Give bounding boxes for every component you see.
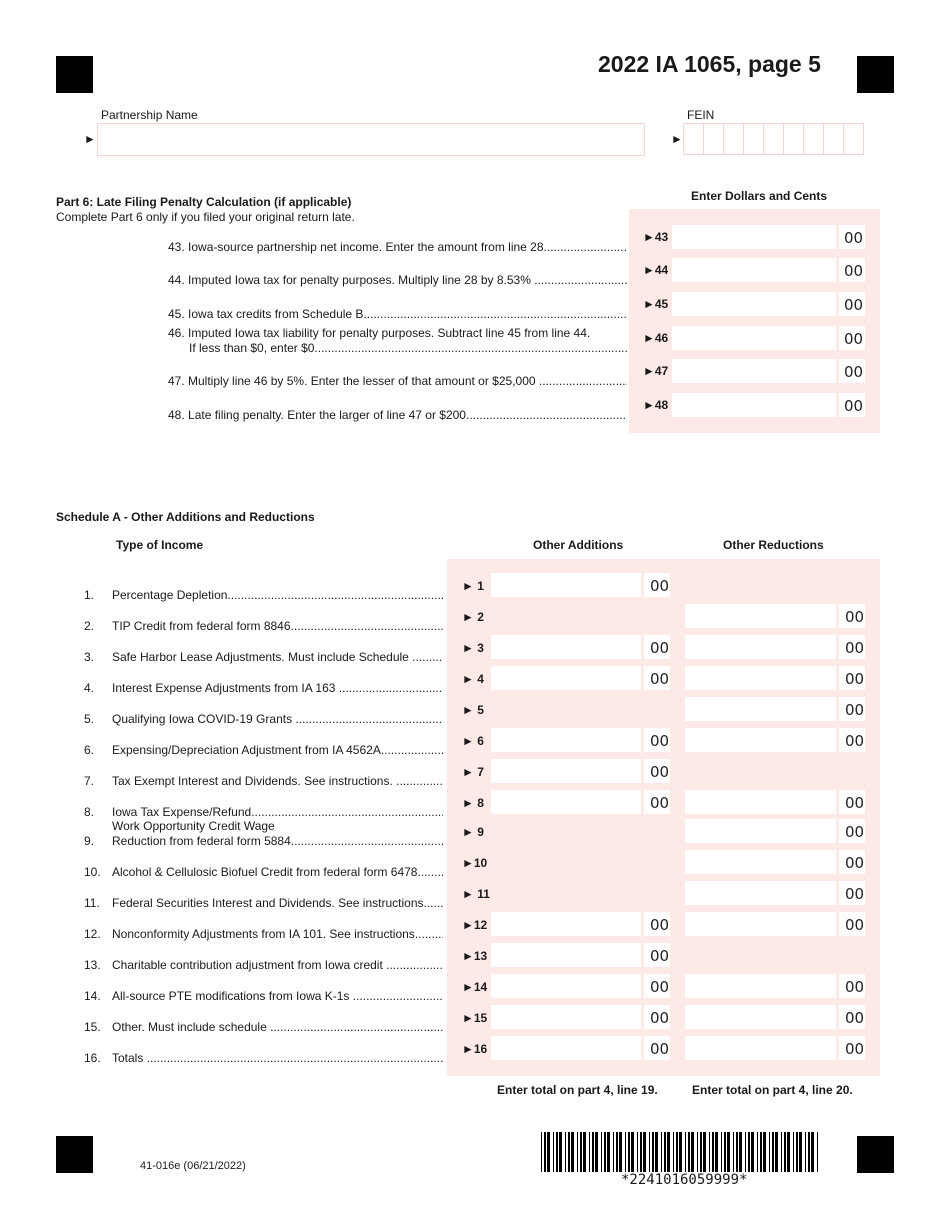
schedule-a-row-7-additions-cents: 00 <box>650 763 670 781</box>
schedule-a-row-12-label: Nonconformity Adjustments from IA 101. See instructions ..... <box>112 927 443 941</box>
barcode-bar <box>673 1132 674 1172</box>
schedule-a-row-16-line-number: ►16 <box>462 1042 488 1056</box>
fein-digit[interactable] <box>744 123 764 155</box>
schedule-a-row-3-number: 3. <box>84 650 95 664</box>
barcode-bar <box>544 1132 546 1172</box>
schedule-a-row-16-additions-dollars[interactable] <box>491 1036 641 1060</box>
schedule-a-row-12-additions-cents: 00 <box>650 916 670 934</box>
schedule-a-row-9-label-cont: Reduction from federal form 5884 ..... <box>112 834 443 848</box>
schedule-a-row-10-label: Alcohol & Cellulosic Biofuel Credit from federal form 6478 ..... <box>112 865 443 879</box>
partnership-name-input[interactable] <box>97 123 645 156</box>
barcode-bar <box>688 1132 690 1172</box>
schedule-a-row-12-number: 12. <box>84 927 101 941</box>
schedule-a-row-11-label: Federal Securities Interest and Dividends. See instructions ..... <box>112 896 443 910</box>
schedule-a-row-13-additions-dollars[interactable] <box>491 943 641 967</box>
schedule-a-row-2-reductions-dollars[interactable] <box>685 604 836 628</box>
part6-line-45-cents: 00 <box>844 296 864 314</box>
barcode-bar <box>667 1132 670 1172</box>
barcode-bar <box>748 1132 750 1172</box>
schedule-a-row-13-number: 13. <box>84 958 101 972</box>
schedule-a-row-3-label: Safe Harbor Lease Adjustments. Must include Schedule ..... <box>112 650 443 664</box>
part6-line-43-label: 43. Iowa-source partnership net income. Enter the amount from line 28 ..... <box>168 240 627 254</box>
barcode-bar <box>589 1132 590 1172</box>
barcode-bar <box>733 1132 734 1172</box>
barcode-bar <box>583 1132 586 1172</box>
schedule-a-row-15-line-number: ►15 <box>462 1011 488 1025</box>
part6-line-47-number: ►47 <box>643 364 669 378</box>
part6-line-44-number: ►44 <box>643 263 669 277</box>
schedule-a-row-7-line-number: ► 7 <box>462 765 484 779</box>
schedule-a-row-5-reductions-dollars[interactable] <box>685 697 836 721</box>
schedule-a-row-1-label: Percentage Depletion ..... <box>112 588 443 602</box>
schedule-a-row-13-line-number: ►13 <box>462 949 488 963</box>
schedule-a-row-16-label: Totals ..... <box>112 1051 443 1065</box>
fein-digit[interactable] <box>704 123 724 155</box>
barcode-bar <box>799 1132 802 1172</box>
schedule-a-row-12-reductions-cents: 00 <box>845 916 865 934</box>
barcode-bar <box>697 1132 698 1172</box>
part6-subtitle: Complete Part 6 only if you filed your original return late. <box>56 210 355 224</box>
part6-line-46-label: 46. Imputed Iowa tax liability for penalty purposes. Subtract line 45 from line 44. <box>168 326 591 340</box>
registration-mark-top-left <box>56 56 93 93</box>
barcode-bar <box>757 1132 758 1172</box>
total-reductions-note: Enter total on part 4, line 20. <box>692 1083 853 1097</box>
part6-line-46-dollars[interactable] <box>672 326 836 350</box>
schedule-a-row-9-label: Work Opportunity Credit Wage <box>112 819 275 833</box>
barcode-bar <box>556 1132 558 1172</box>
schedule-a-row-1-line-number: ► 1 <box>462 579 484 593</box>
barcode-bar <box>772 1132 774 1172</box>
fein-digit[interactable] <box>844 123 864 155</box>
col-other-reductions: Other Reductions <box>723 538 824 552</box>
part6-line-45-number: ►45 <box>643 297 669 311</box>
schedule-a-title: Schedule A - Other Additions and Reductions <box>56 510 315 524</box>
schedule-a-row-4-additions-dollars[interactable] <box>491 666 641 690</box>
fein-digit[interactable] <box>764 123 784 155</box>
registration-mark-top-right <box>857 56 894 93</box>
schedule-a-row-6-reductions-cents: 00 <box>845 732 865 750</box>
part6-line-48-dollars[interactable] <box>672 393 836 417</box>
fein-digit[interactable] <box>804 123 824 155</box>
part6-line-47-dollars[interactable] <box>672 359 836 383</box>
schedule-a-row-16-reductions-dollars[interactable] <box>685 1036 836 1060</box>
barcode-bar <box>721 1132 722 1172</box>
schedule-a-row-3-additions-dollars[interactable] <box>491 635 641 659</box>
part6-line-44-cents: 00 <box>844 262 864 280</box>
part6-line-46-label-cont: If less than $0, enter $0 ..... <box>189 341 627 355</box>
barcode-bar <box>640 1132 642 1172</box>
schedule-a-row-8-reductions-dollars[interactable] <box>685 790 836 814</box>
schedule-a-row-12-line-number: ►12 <box>462 918 488 932</box>
barcode-bar <box>727 1132 730 1172</box>
barcode-bar <box>724 1132 726 1172</box>
fein-input[interactable] <box>683 123 864 155</box>
barcode-bar <box>784 1132 786 1172</box>
fein-digit[interactable] <box>824 123 844 155</box>
barcode-bar <box>637 1132 638 1172</box>
barcode-bar <box>541 1132 542 1172</box>
schedule-a-row-15-label: Other. Must include schedule ..... <box>112 1020 443 1034</box>
barcode-bar <box>817 1132 818 1172</box>
schedule-a-row-5-reductions-cents: 00 <box>845 701 865 719</box>
schedule-a-row-5-label: Qualifying Iowa COVID-19 Grants ..... <box>112 712 443 726</box>
schedule-a-row-6-reductions-dollars[interactable] <box>685 728 836 752</box>
total-additions-note: Enter total on part 4, line 19. <box>497 1083 658 1097</box>
barcode-bar <box>568 1132 570 1172</box>
barcode-bar <box>811 1132 814 1172</box>
barcode-bar <box>571 1132 574 1172</box>
barcode-bar <box>691 1132 694 1172</box>
fein-label: FEIN <box>687 108 715 122</box>
barcode-bar <box>703 1132 706 1172</box>
part6-line-43-dollars[interactable] <box>672 225 836 249</box>
barcode-bar <box>700 1132 702 1172</box>
schedule-a-row-9-number: 9. <box>84 834 95 848</box>
barcode-bar <box>613 1132 614 1172</box>
barcode-bar <box>616 1132 618 1172</box>
barcode-bar <box>625 1132 626 1172</box>
part6-line-43-number: ►43 <box>643 230 669 244</box>
barcode-bar <box>808 1132 810 1172</box>
barcode-bar <box>787 1132 790 1172</box>
schedule-a-row-5-number: 5. <box>84 712 95 726</box>
schedule-a-row-7-number: 7. <box>84 774 95 788</box>
barcode-bar <box>775 1132 778 1172</box>
schedule-a-row-14-reductions-dollars[interactable] <box>685 974 836 998</box>
schedule-a-row-10-line-number: ►10 <box>462 856 488 870</box>
barcode-bar <box>664 1132 666 1172</box>
fein-digit[interactable] <box>724 123 744 155</box>
barcode-bar <box>580 1132 582 1172</box>
schedule-a-row-13-label: Charitable contribution adjustment from Iowa credit ..... <box>112 958 443 972</box>
barcode-bar <box>715 1132 718 1172</box>
barcode-bar <box>736 1132 738 1172</box>
schedule-a-row-15-additions-cents: 00 <box>650 1009 670 1027</box>
part6-title: Part 6: Late Filing Penalty Calculation (if applicable) <box>56 195 352 209</box>
barcode-bar <box>553 1132 554 1172</box>
barcode <box>541 1132 821 1172</box>
barcode-bar <box>763 1132 766 1172</box>
schedule-a-row-9-reductions-dollars[interactable] <box>685 819 836 843</box>
schedule-a-row-10-reductions-dollars[interactable] <box>685 850 836 874</box>
schedule-a-row-4-additions-cents: 00 <box>650 670 670 688</box>
schedule-a-row-15-number: 15. <box>84 1020 101 1034</box>
schedule-a-row-8-line-number: ► 8 <box>462 796 484 810</box>
barcode-bar <box>643 1132 646 1172</box>
part6-column-header: Enter Dollars and Cents <box>691 189 828 203</box>
schedule-a-row-3-reductions-cents: 00 <box>845 639 865 657</box>
schedule-a-row-15-reductions-cents: 00 <box>845 1009 865 1027</box>
part6-line-48-cents: 00 <box>844 397 864 415</box>
schedule-a-row-7-additions-dollars[interactable] <box>491 759 641 783</box>
schedule-a-row-3-additions-cents: 00 <box>650 639 670 657</box>
schedule-a-row-10-reductions-cents: 00 <box>845 854 865 872</box>
barcode-bar <box>679 1132 682 1172</box>
barcode-bar <box>595 1132 598 1172</box>
schedule-a-row-9-reductions-cents: 00 <box>845 823 865 841</box>
schedule-a-row-11-line-number: ► 11 <box>462 887 490 901</box>
schedule-a-row-1-number: 1. <box>84 588 95 602</box>
schedule-a-row-4-number: 4. <box>84 681 95 695</box>
barcode-bar <box>751 1132 754 1172</box>
form-id: 41-016e (06/21/2022) <box>140 1160 246 1172</box>
part6-line-44-dollars[interactable] <box>672 258 836 282</box>
schedule-a-row-6-additions-cents: 00 <box>650 732 670 750</box>
barcode-bar <box>577 1132 578 1172</box>
barcode-bar <box>769 1132 770 1172</box>
barcode-bar <box>649 1132 650 1172</box>
schedule-a-row-11-reductions-dollars[interactable] <box>685 881 836 905</box>
schedule-a-row-11-number: 11. <box>84 896 100 910</box>
schedule-a-row-14-additions-dollars[interactable] <box>491 974 641 998</box>
page-title: 2022 IA 1065, page 5 <box>598 51 821 77</box>
registration-mark-bottom-left <box>56 1136 93 1173</box>
barcode-bar <box>592 1132 594 1172</box>
fein-digit[interactable] <box>784 123 804 155</box>
barcode-bar <box>655 1132 658 1172</box>
schedule-a-row-6-label: Expensing/Depreciation Adjustment from IA 4562A ..... <box>112 743 443 757</box>
schedule-a-row-1-additions-dollars[interactable] <box>491 573 641 597</box>
barcode-bar <box>739 1132 742 1172</box>
barcode-bar <box>796 1132 798 1172</box>
barcode-bar <box>805 1132 806 1172</box>
barcode-bar <box>781 1132 782 1172</box>
schedule-a-row-3-line-number: ► 3 <box>462 641 484 655</box>
schedule-a-row-14-label: All-source PTE modifications from Iowa K-1s ..... <box>112 989 443 1003</box>
barcode-bar <box>652 1132 654 1172</box>
schedule-a-row-15-reductions-dollars[interactable] <box>685 1005 836 1029</box>
part6-line-46-number: ►46 <box>643 331 669 345</box>
schedule-a-row-6-number: 6. <box>84 743 95 757</box>
schedule-a-row-8-label: Iowa Tax Expense/Refund ..... <box>112 805 443 819</box>
part6-line-45-label: 45. Iowa tax credits from Schedule B ..... <box>168 307 627 321</box>
schedule-a-row-13-additions-cents: 00 <box>650 947 670 965</box>
schedule-a-row-6-additions-dollars[interactable] <box>491 728 641 752</box>
schedule-a-row-11-reductions-cents: 00 <box>845 885 865 903</box>
schedule-a-row-2-number: 2. <box>84 619 95 633</box>
barcode-bar <box>661 1132 662 1172</box>
part6-line-47-label: 47. Multiply line 46 by 5%. Enter the lesser of that amount or $25,000 ..... <box>168 374 627 388</box>
schedule-a-row-8-additions-cents: 00 <box>650 794 670 812</box>
schedule-a-row-12-additions-dollars[interactable] <box>491 912 641 936</box>
schedule-a-row-16-number: 16. <box>84 1051 101 1065</box>
part6-line-48-label: 48. Late filing penalty. Enter the larger of line 47 or $200 ..... <box>168 408 627 422</box>
barcode-bar <box>565 1132 566 1172</box>
schedule-a-row-4-label: Interest Expense Adjustments from IA 163 ..... <box>112 681 443 695</box>
schedule-a-row-8-additions-dollars[interactable] <box>491 790 641 814</box>
schedule-a-row-8-reductions-cents: 00 <box>845 794 865 812</box>
barcode-bar <box>631 1132 634 1172</box>
part6-line-43-cents: 00 <box>844 229 864 247</box>
barcode-bar <box>559 1132 562 1172</box>
barcode-text: *2241016059999* <box>621 1172 748 1188</box>
col-type-of-income: Type of Income <box>116 538 204 552</box>
schedule-a-row-14-additions-cents: 00 <box>650 978 670 996</box>
barcode-bar <box>604 1132 606 1172</box>
barcode-bar <box>676 1132 678 1172</box>
schedule-a-row-15-additions-dollars[interactable] <box>491 1005 641 1029</box>
schedule-a-row-4-reductions-dollars[interactable] <box>685 666 836 690</box>
barcode-bar <box>601 1132 602 1172</box>
schedule-a-row-4-reductions-cents: 00 <box>845 670 865 688</box>
barcode-bar <box>760 1132 762 1172</box>
barcode-bar <box>607 1132 610 1172</box>
barcode-bar <box>628 1132 630 1172</box>
schedule-a-row-14-line-number: ►14 <box>462 980 488 994</box>
schedule-a-row-12-reductions-dollars[interactable] <box>685 912 836 936</box>
part6-line-44-label: 44. Imputed Iowa tax for penalty purposes. Multiply line 28 by 8.53% ..... <box>168 273 627 287</box>
barcode-bar <box>619 1132 622 1172</box>
schedule-a-row-2-label: TIP Credit from federal form 8846 ..... <box>112 619 443 633</box>
part6-line-48-number: ►48 <box>643 398 669 412</box>
schedule-a-row-16-additions-cents: 00 <box>650 1040 670 1058</box>
schedule-a-row-1-additions-cents: 00 <box>650 577 670 595</box>
schedule-a-row-3-reductions-dollars[interactable] <box>685 635 836 659</box>
schedule-a-row-6-line-number: ► 6 <box>462 734 484 748</box>
arrow-marker: ► <box>671 132 683 146</box>
schedule-a-row-14-number: 14. <box>84 989 101 1003</box>
barcode-bar <box>793 1132 794 1172</box>
schedule-a-row-14-reductions-cents: 00 <box>845 978 865 996</box>
schedule-a-row-2-reductions-cents: 00 <box>845 608 865 626</box>
part6-line-45-dollars[interactable] <box>672 292 836 316</box>
barcode-bar <box>685 1132 686 1172</box>
schedule-a-row-16-reductions-cents: 00 <box>845 1040 865 1058</box>
barcode-bar <box>712 1132 714 1172</box>
partnership-name-label: Partnership Name <box>101 108 198 122</box>
schedule-a-row-8-number: 8. <box>84 805 95 819</box>
schedule-a-row-7-label: Tax Exempt Interest and Dividends. See instructions. ..... <box>112 774 443 788</box>
barcode-bar <box>709 1132 710 1172</box>
schedule-a-row-10-number: 10. <box>84 865 101 879</box>
arrow-marker: ► <box>84 132 96 146</box>
col-other-additions: Other Additions <box>533 538 624 552</box>
schedule-a-row-4-line-number: ► 4 <box>462 672 484 686</box>
fein-digit[interactable] <box>683 123 704 155</box>
schedule-a-row-9-line-number: ► 9 <box>462 825 484 839</box>
schedule-a-row-5-line-number: ► 5 <box>462 703 484 717</box>
registration-mark-bottom-right <box>857 1136 894 1173</box>
barcode-bar <box>745 1132 746 1172</box>
part6-line-47-cents: 00 <box>844 363 864 381</box>
schedule-a-row-2-line-number: ► 2 <box>462 610 484 624</box>
barcode-bar <box>547 1132 550 1172</box>
part6-line-46-cents: 00 <box>844 330 864 348</box>
